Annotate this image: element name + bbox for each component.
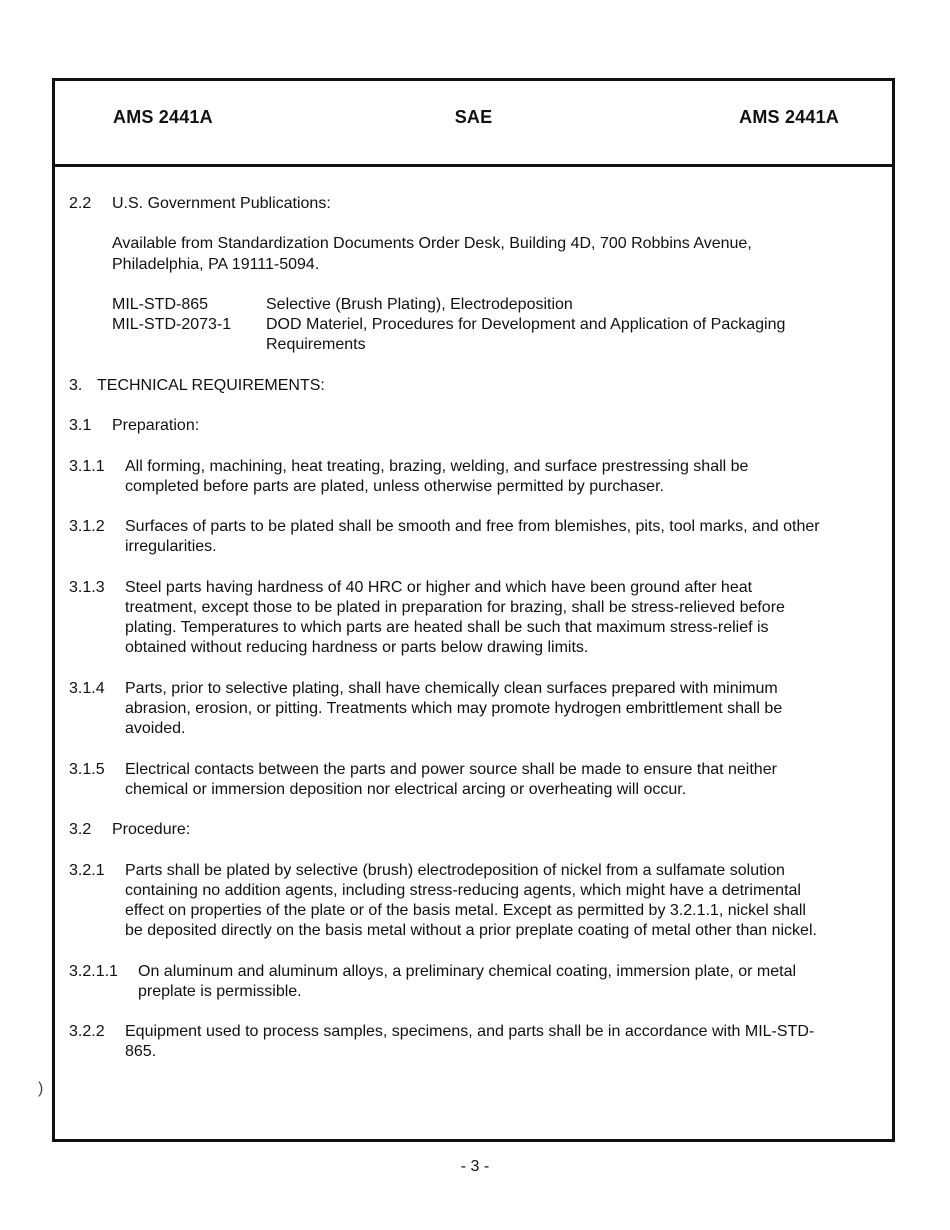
section-number: 3. <box>69 377 83 394</box>
paragraph-line: plating. Temperatures to which parts are heated shall be such that maximum stress-relief is <box>125 619 769 636</box>
reference-title: Selective (Brush Plating), Electrodeposition <box>266 296 573 313</box>
section-number: 2.2 <box>69 195 92 212</box>
paragraph-line: All forming, machining, heat treating, brazing, welding, and surface prestressing shall be <box>125 458 749 475</box>
paragraph-line: preplate is permissible. <box>138 983 302 1000</box>
reference-code: MIL-STD-865 <box>112 296 209 313</box>
section-number: 3.2.1 <box>69 862 105 879</box>
paragraph-line: Steel parts having hardness of 40 HRC or higher and which have been ground after heat <box>125 579 753 596</box>
section-heading: Procedure: <box>112 821 191 838</box>
paragraph-line: On aluminum and aluminum alloys, a preliminary chemical coating, immersion plate, or metal <box>138 963 797 980</box>
section-number: 3.1.4 <box>69 680 105 697</box>
header-organization: SAE <box>454 107 493 127</box>
paragraph-line: Electrical contacts between the parts and power source shall be made to ensure that neither <box>125 761 777 778</box>
section-heading: U.S. Government Publications: <box>112 195 331 212</box>
header-doc-number-right: AMS 2441A <box>739 107 839 127</box>
paragraph-line: abrasion, erosion, or pitting. Treatments which may promote hydrogen embrittlement shall be <box>125 700 783 717</box>
paragraph-line: Equipment used to process samples, specimens, and parts shall be in accordance with MIL-STD- <box>125 1023 815 1040</box>
paragraph-line: Available from Standardization Documents Order Desk, Building 4D, 700 Robbins Avenue, <box>112 235 752 252</box>
scan-mark: ) <box>38 1080 44 1097</box>
paragraph-line: containing no addition agents, including stress-reducing agents, which might have a detrimental <box>125 882 801 899</box>
section-number: 3.1 <box>69 417 92 434</box>
paragraph-line: chemical or immersion deposition nor electrical arcing or overheating will occur. <box>125 781 687 798</box>
reference-title: Requirements <box>266 336 366 353</box>
reference-title: DOD Materiel, Procedures for Development and Application of Packaging <box>266 316 786 333</box>
paragraph-line: be deposited directly on the basis metal without a prior preplate coating of metal other than nickel. <box>125 922 817 939</box>
page-number: - 3 - <box>460 1158 490 1175</box>
document-header <box>55 81 892 167</box>
section-number: 3.2 <box>69 821 92 838</box>
section-number: 3.2.2 <box>69 1023 105 1040</box>
paragraph-line: 865. <box>125 1043 157 1060</box>
section-heading: Preparation: <box>112 417 200 434</box>
paragraph-line: Parts shall be plated by selective (brush) electrodeposition of nickel from a sulfamate solution <box>125 862 785 879</box>
section-number: 3.2.1.1 <box>69 963 118 980</box>
paragraph-line: obtained without reducing hardness or parts below drawing limits. <box>125 639 589 656</box>
paragraph-line: completed before parts are plated, unless otherwise permitted by purchaser. <box>125 478 664 495</box>
paragraph-line: Parts, prior to selective plating, shall have chemically clean surfaces prepared with minimum <box>125 680 778 697</box>
section-number: 3.1.1 <box>69 458 105 475</box>
paragraph-line: irregularities. <box>125 538 217 555</box>
section-number: 3.1.5 <box>69 761 105 778</box>
paragraph-line: Surfaces of parts to be plated shall be smooth and free from blemishes, pits, tool marks, and other <box>125 518 820 535</box>
paragraph-line: effect on properties of the plate or of the basis metal. Except as permitted by 3.2.1.1, nickel shall <box>125 902 806 919</box>
paragraph-line: avoided. <box>125 720 186 737</box>
reference-code: MIL-STD-2073-1 <box>112 316 232 333</box>
section-heading: TECHNICAL REQUIREMENTS: <box>97 377 325 394</box>
header-doc-number-left: AMS 2441A <box>113 107 213 127</box>
section-number: 3.1.3 <box>69 579 105 596</box>
paragraph-line: Philadelphia, PA 19111-5094. <box>112 256 320 273</box>
section-number: 3.1.2 <box>69 518 105 535</box>
paragraph-line: treatment, except those to be plated in preparation for brazing, shall be stress-relieved before <box>125 599 785 616</box>
